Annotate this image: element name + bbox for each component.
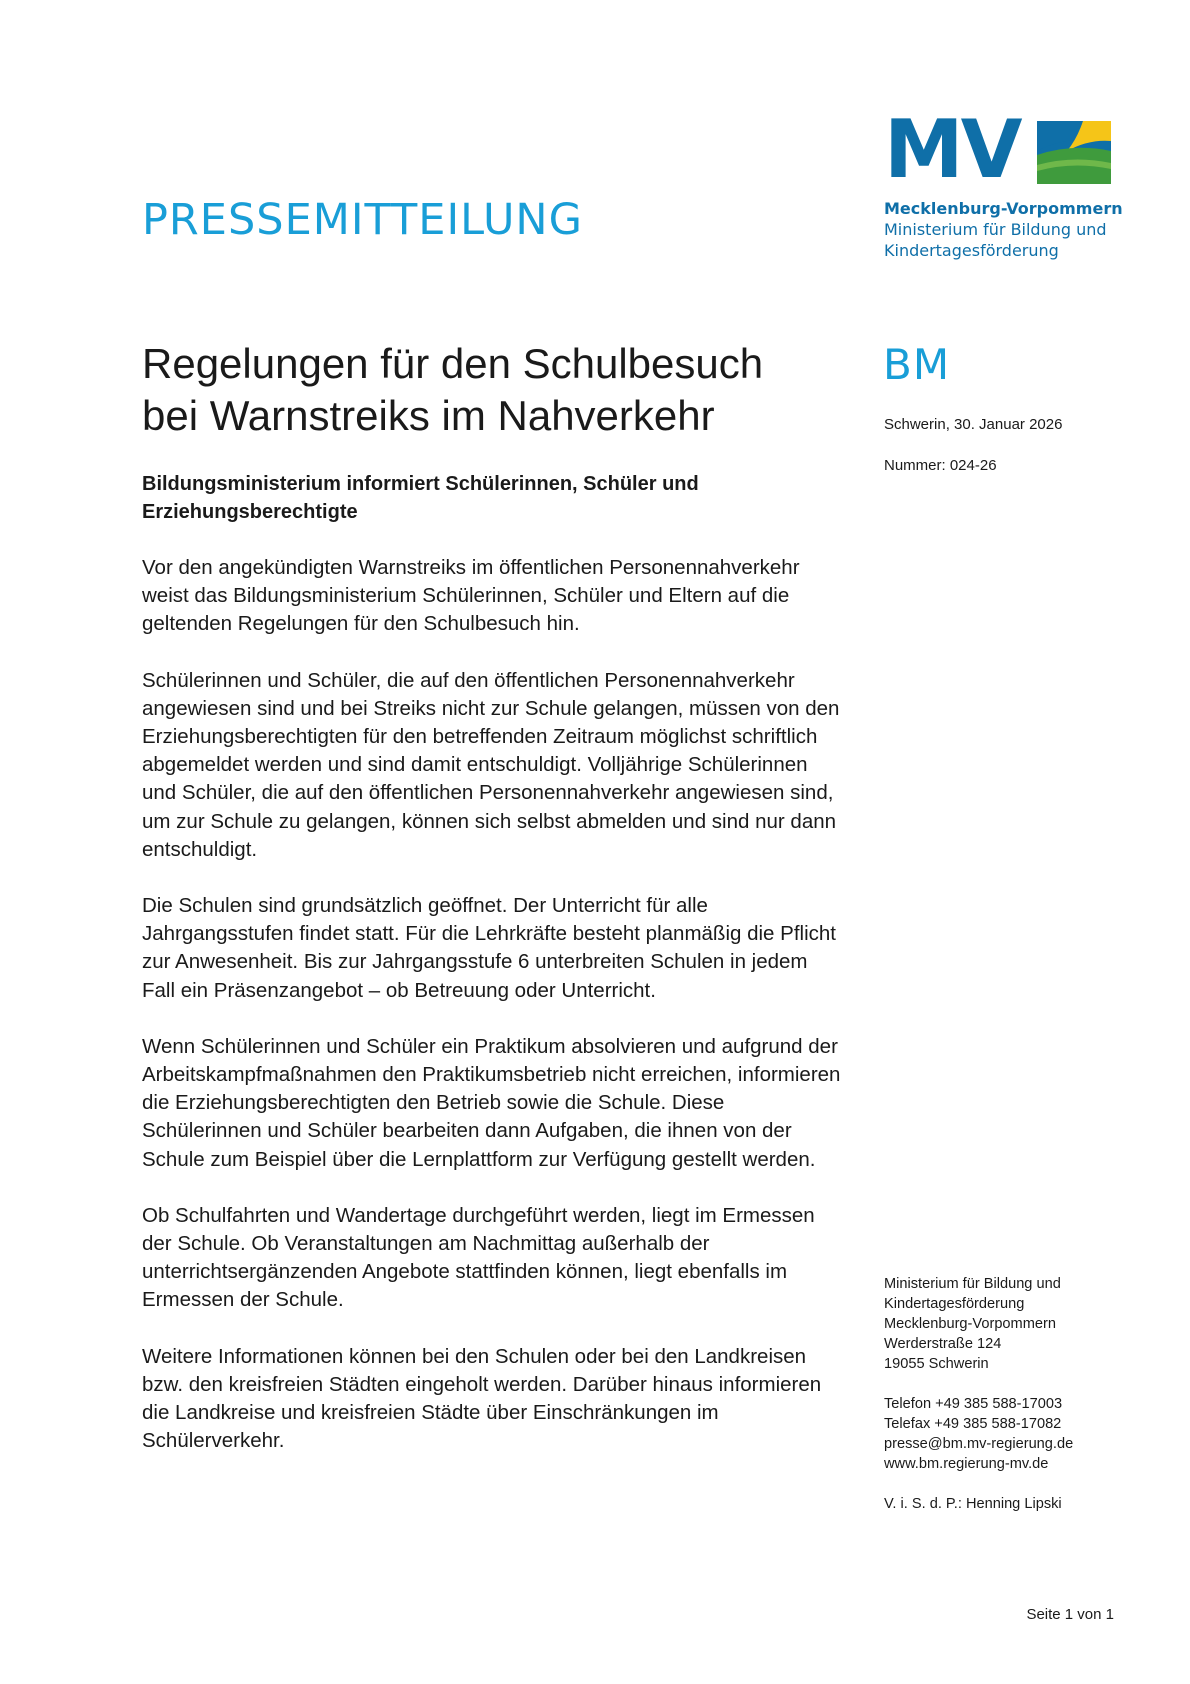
page-number: Seite 1 von 1 (1026, 1606, 1114, 1623)
release-date: Schwerin, 30. Januar 2026 (884, 416, 1063, 433)
subheadline: Bildungsministerium informiert Schülerinnen, Schüler und Erziehungsberechtigte (142, 473, 699, 523)
contact-responsible: V. i. S. d. P.: Henning Lipski (884, 1496, 1062, 1512)
contact-website-link[interactable]: www.bm.regierung-mv.de (884, 1456, 1049, 1472)
mv-ministry-logo (884, 103, 1124, 268)
release-number: Nummer: 024-26 (884, 457, 997, 474)
logo-mark: MV (884, 103, 1020, 196)
logo-ministry-line2: Kindertagesförderung (884, 241, 1059, 260)
headline (142, 338, 842, 442)
paragraph-2: Schülerinnen und Schüler, die auf den öffentlichen Personennahverkehr angewiesen sind und bei Streiks nicht zur Schule gelangen, müssen von den Erziehungsberechtigten für den betreffenden Zeitraum möglichst schriftlich abgemeldet werden und sind damit entschuldigt. Volljährige Schülerinnen und Schüler, die auf den öffentlichen Personennahverkehr angewiesen sind, um zur Schule zu gelangen, können sich selbst abmelden und sind nur dann entschuldigt. (142, 668, 840, 861)
paragraph-5: Ob Schulfahrten und Wandertage durchgeführt werden, liegt im Ermessen der Schule. Ob Veranstaltungen am Nachmittag außerhalb der unterrichtsergänzenden Angebote stattfinden können, liegt ebenfalls im Ermessen der Schule. (142, 1203, 815, 1312)
contact-street: Werderstraße 124 (884, 1336, 1002, 1352)
contact-spacer (884, 1474, 1164, 1494)
paragraph-3: Die Schulen sind grundsätzlich geöffnet. Der Unterricht für alle Jahrgangsstufen findet statt. Für die Lehrkräfte besteht planmäßig die Pflicht zur Anwesenheit. Bis zur Jahrgangsstufe 6 unterbreiten Schulen in jedem Fall ein Präsenzangebot – ob Betreuung oder Unterricht. (142, 894, 836, 1002)
headline-line2: bei Warnstreiks im Nahverkehr (142, 392, 715, 439)
contact-city: 19055 Schwerin (884, 1356, 989, 1372)
press-release-label: PRESSEMITTEILUNG (142, 195, 583, 245)
department-label: BM (883, 340, 951, 389)
contact-address-line3: Mecklenburg-Vorpommern (884, 1316, 1056, 1332)
contact-block (884, 1274, 1164, 1514)
contact-address-line1: Ministerium für Bildung und (884, 1276, 1061, 1292)
logo-text (884, 198, 1134, 261)
contact-spacer (884, 1374, 1164, 1394)
paragraph-4: Wenn Schülerinnen und Schüler ein Praktikum absolvieren und aufgrund der Arbeitskampfmaßnahmen den Praktikumsbetrieb nicht erreichen, informieren die Erziehungsberechtigten den Betrieb sowie die Schule. Diese Schülerinnen und Schüler bearbeiten dann Aufgaben, die ihnen von der Schule zum Beispiel über die Lernplattform zur Verfügung gestellt werden. (142, 1034, 841, 1171)
logo-ministry-line1: Ministerium für Bildung und (884, 220, 1107, 239)
headline-line1: Regelungen für den Schulbesuch (142, 340, 764, 387)
contact-address-line2: Kindertagesförderung (884, 1296, 1025, 1312)
paragraph-6: Weitere Informationen können bei den Schulen oder bei den Landkreisen bzw. den kreisfreien Städten eingeholt werden. Darüber hinaus informieren die Landkreise und kreisfreien Städte über Einschränkungen im Schülerverkehr. (142, 1344, 822, 1453)
article-body (142, 554, 842, 1483)
contact-fax: Telefax +49 385 588-17082 (884, 1416, 1062, 1432)
paragraph-1: Vor den angekündigten Warnstreiks im öffentlichen Personennahverkehr weist das Bildungsministerium Schülerinnen, Schüler und Eltern auf die geltenden Regelungen für den Schulbesuch hin. (142, 556, 800, 636)
contact-email-link[interactable]: presse@bm.mv-regierung.de (884, 1436, 1074, 1452)
contact-phone: Telefon +49 385 588-17003 (884, 1396, 1063, 1412)
logo-state-name: Mecklenburg-Vorpommern (884, 199, 1123, 218)
mv-flag-icon (1037, 121, 1111, 184)
